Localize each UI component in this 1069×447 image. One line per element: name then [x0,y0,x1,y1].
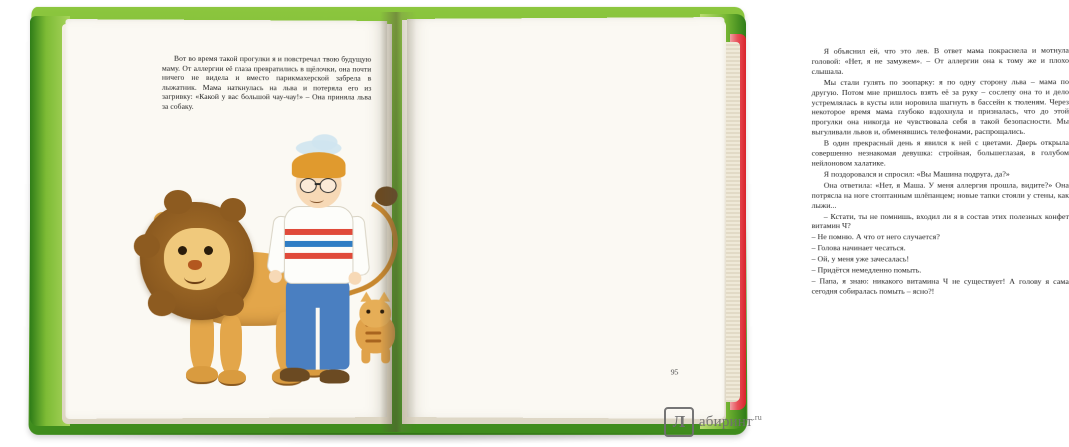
boy-shoe [320,369,350,383]
lion-mane-tuft [164,190,192,214]
boy-glasses-lens [320,178,337,193]
paragraph: – Кстати, ты не помнишь, входил ли я в состав этих полезных конфет витамин Ч? [811,211,1069,231]
cat-eye [380,310,384,314]
boy-jeans-gap [316,308,320,370]
paragraph: В один прекрасный день я явился к ней с цветами. Дверь открыла совершенно незнакомая девушка: стройная, большеглазая, в голубом нейлоновом халатике. [811,137,1069,168]
cat-stripe [365,331,381,334]
boy-hand [269,270,282,283]
page-number: 95 [670,367,679,377]
lion-paw [186,366,218,384]
lion-mane-tuft [216,292,244,316]
cat-stripe [365,339,381,342]
paragraph: Она ответила: «Нет, я Маша. У меня аллергия прошла, видите?» Она потрясла на ноге стоптанным шлёпанцем; новые тапки стояли у стены, как лыжи... [811,180,1069,210]
watermark-text [699,413,762,431]
book-drop-shadow [40,433,730,445]
paragraph: – Папа, я знаю: никакого витамина Ч не существует! А голову я сама сегодня собиралась помыть – ясно?! [811,276,1069,296]
boy-striped-shirt [284,206,354,284]
paragraph: – Голова начинает чесаться. [811,243,906,253]
lion-mane-tuft [134,234,160,258]
cat-head [359,300,391,328]
lion-mane-tuft [148,290,176,316]
paragraph: – Не помню. А что от него случается? [811,232,940,242]
watermark-name: абиринт [698,414,753,430]
shirt-stripe [285,253,353,259]
watermark [664,407,762,437]
paragraph: – Ой, у меня уже зачесалась! [811,254,910,264]
lion-mane-tuft [220,198,246,222]
lion-leg [220,316,242,376]
shirt-stripe [285,229,353,235]
cat-leg [381,347,390,363]
lion-nose [188,260,202,270]
lion-eye [178,246,187,255]
boy-hair [292,152,346,178]
lion-eye [204,246,213,255]
paragraph: Вот во время такой прогулки я и повстречал твою будущую маму. От аллергии её глаза превратились в щёлочки, она почти ничего не видела и вместо парикмахерской забрела в лыжатник. Мама наткнулась на льва и потеряла его из загривку: «Какой у вас большой чау-чау!» – Она приняла льва за собаку. [161,53,372,111]
watermark-suffix: .ru [752,413,762,422]
boy-glasses-bridge [315,183,321,185]
left-page-text-column [162,54,371,113]
boy-glasses-lens [300,178,317,193]
cat-leg [361,347,370,363]
paragraph: Я объяснил ей, что это лев. В ответ мама покраснела и мотнула головой: «Нет, я не замужем». – От аллергии она к тому же и плохо слышала. [811,45,1069,76]
cat-eye [366,310,370,314]
lion-boy-cat-illustration [120,124,405,393]
shirt-stripe [285,241,353,247]
paragraph: Я поздоровался и спросил: «Вы Машина подруга, да?» [823,169,1010,179]
paragraph: – Придётся немедленно помыть. [811,265,922,275]
cloud-icon [312,134,338,150]
paragraph: Мы стали гулять по зоопарку: я по одну сторону льва – мама по другую. Потом мне пришлось взять её за руку – сослепу она то и дело устремлялась в кусты или норовила шагнуть в бассейн к тюленям. Через некоторое время мама глубоко вздохнула и призналась, что до этой прогулки она никогда не чувствовала себя в такой безопасности. Мы выгуливали львов и, обменявшись телефонами, распрощались. [811,76,1069,137]
boy-shoe [280,368,310,382]
right-page-text-column [812,46,1069,298]
boy-hand [348,272,361,285]
boy-mouth [310,196,324,203]
lion-mouth [184,270,206,284]
lion-paw [218,370,246,386]
watermark-logo-icon: Л [664,407,694,437]
left-page [65,19,387,419]
page-fore-edge [726,42,740,402]
